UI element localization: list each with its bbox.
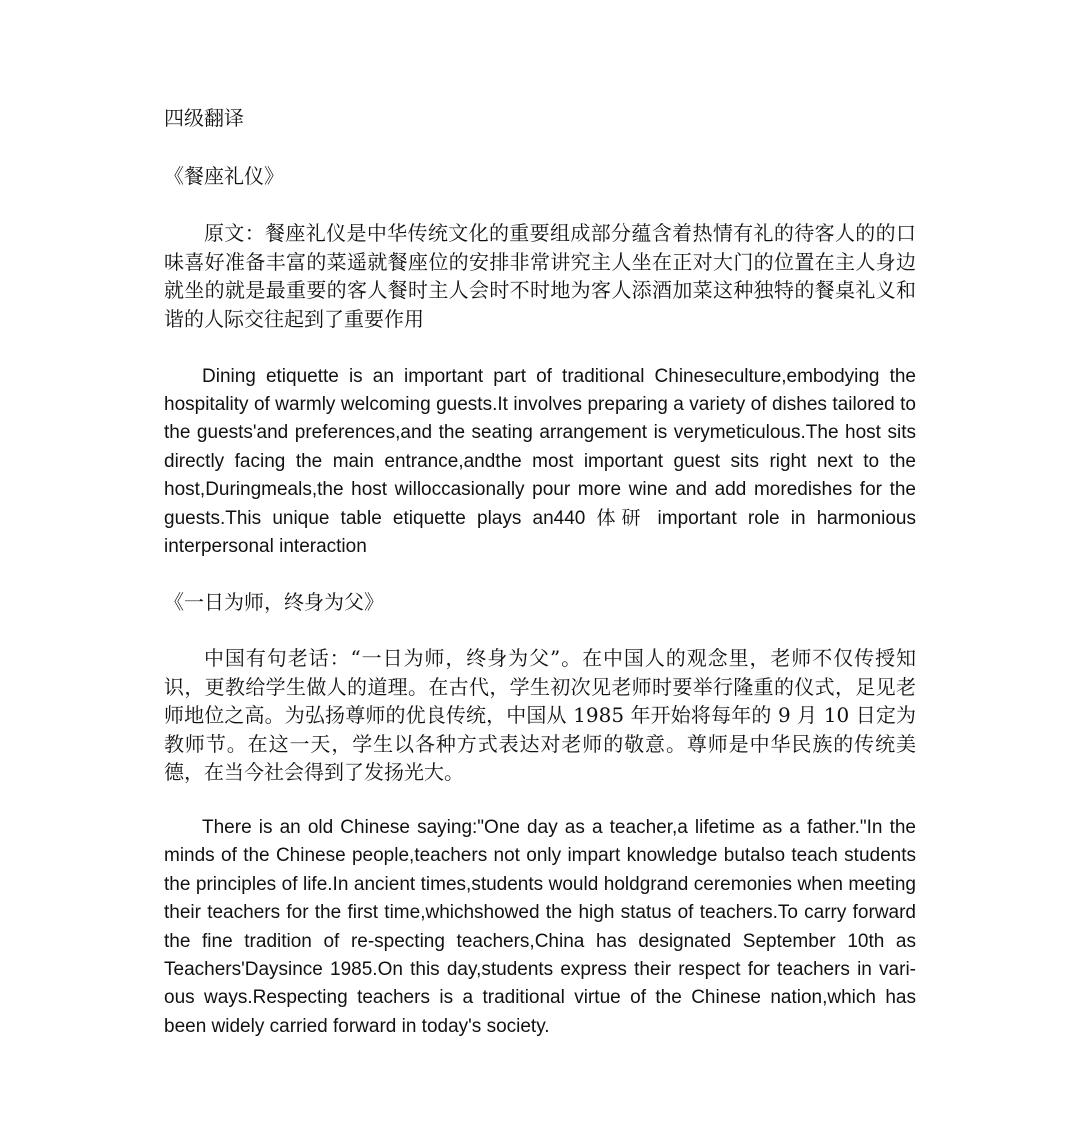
section-english-text-dining-etiquette: Dining etiquette is an important part of traditional Chineseculture,embodying the hospitality of warmly welcoming guests.It involves preparing a variety of dishes tailored to the guests'and preferences,and the seating arrangement is verymeticulous.The host sits directly facing the main entrance,andthe most important guest sits right next to the host,Duringmeals,the host willoccasionally pour more wine and add moredishes for the guests.This unique table etiquette plays an440 体研 important role in harmonious interpersonal interaction [164, 365, 916, 557]
document-page [164, 100, 916, 1041]
document-title: 四级翻译 [164, 106, 244, 130]
section-heading-dining-etiquette: 《餐座礼仪》 [164, 163, 284, 188]
section-chinese-text-dining-etiquette: 原文：餐座礼仪是中华传统文化的重要组成部分蕴含着热情有礼的待客人的的口味喜好准备丰富的菜遥就餐座位的安排非常讲究主人坐在正对大门的位置在主人身边就坐的就是最重要的客人餐时主人会时不时地为客人添酒加菜这种独特的餐桌礼义和谐的人际交往起到了重要作用 [164, 221, 916, 331]
section-chinese-text-teacher-saying: 中国有句老话：“一日为师，终身为父”。在中国人的观念里，老师不仅传授知识，更教给学生做人的道理。在古代，学生初次见老师时要举行隆重的仪式，足见老师地位之高。为弘扬尊师的优良传统，中国从 1985 年开始将每年的 9 月 10 日定为教师节。在这一天，学生以各种方式表达对老师的敬意。尊师是中华民族的传统美德，在当今社会得到了发扬光大。 [164, 646, 916, 785]
section-english-text-teacher-saying: There is an old Chinese saying:"One day as a teacher,a lifetime as a father."In the minds of the Chinese people,teachers not only impart knowledge butalso teach students the principles of life.In ancient times,students would holdgrand ceremonies when meeting their teachers for the first time,whichshowed the high status of teachers.To carry forward the fine tradition of re-specting teachers,China has designated September 10th as Teachers'Daysince 1985.On this day,students express their respect for teachers in vari-ous ways.Respecting teachers is a traditional virtue of the Chinese nation,which has been widely carried forward in today's society. [164, 816, 916, 1037]
section-heading-teacher-saying: 《一日为师，终身为父》 [164, 590, 384, 615]
